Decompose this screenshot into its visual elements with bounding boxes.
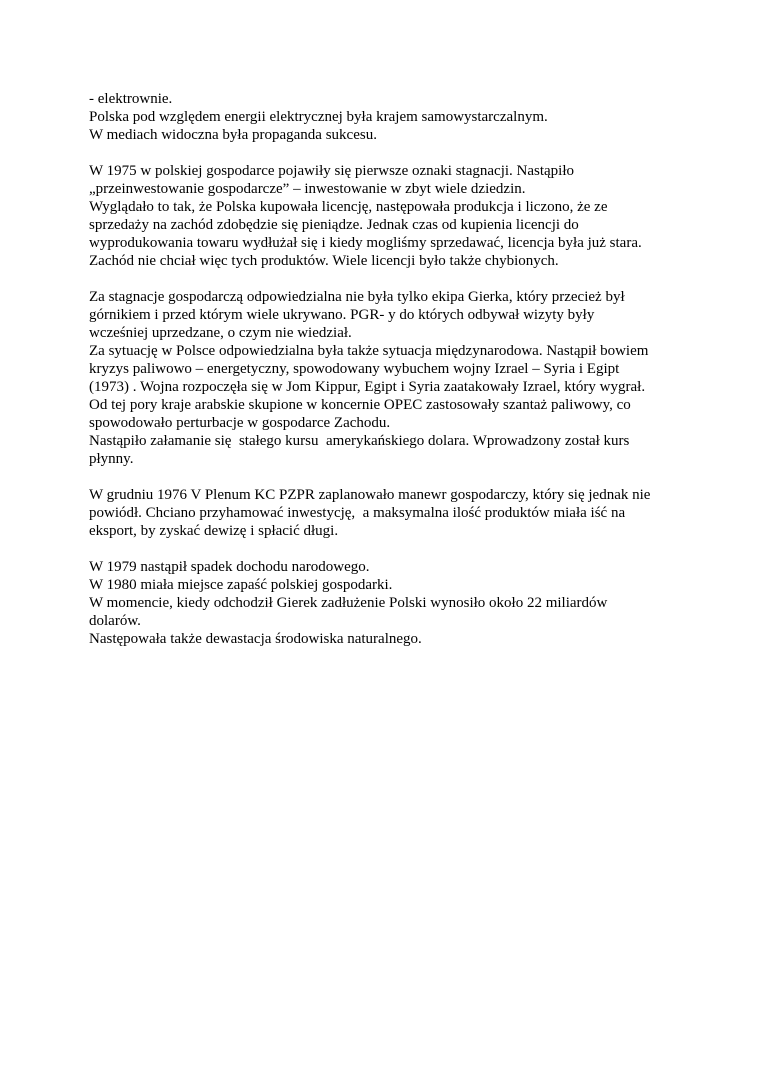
text-line: górnikiem i przed którym wiele ukrywano. PGR- y do których odbywał wizyty były xyxy=(89,307,595,323)
text-line: Polska pod względem energii elektrycznej była krajem samowystarczalnym. xyxy=(89,109,548,125)
text-line: W 1979 nastąpił spadek dochodu narodowego. xyxy=(89,559,370,575)
text-line: Za stagnacje gospodarczą odpowiedzialna nie była tylko ekipa Gierka, który przecież był xyxy=(89,289,625,305)
text-line: wyprodukowania towaru wydłużał się i kiedy mogliśmy sprzedawać, licencja była już stara. xyxy=(89,235,642,251)
text-line: kryzys paliwowo – energetyczny, spowodowany wybuchem wojny Izrael – Syria i Egipt xyxy=(89,361,620,377)
text-line: W 1975 w polskiej gospodarce pojawiły się pierwsze oznaki stagnacji. Nastąpiło xyxy=(89,163,575,179)
text-line: - elektrownie. xyxy=(89,91,173,107)
text-line: eksport, by zyskać dewizę i spłacić długi. xyxy=(89,523,339,539)
paragraph-2 xyxy=(89,162,689,270)
paragraph-5 xyxy=(89,558,689,648)
paragraph-gap xyxy=(89,540,689,558)
document-body xyxy=(89,90,689,648)
paragraph-gap xyxy=(89,144,689,162)
text-line: płynny. xyxy=(89,451,134,467)
text-line: Od tej pory kraje arabskie skupione w koncernie OPEC zastosowały szantaż paliwowy, co xyxy=(89,397,631,413)
text-line: dolarów. xyxy=(89,613,141,629)
paragraph-gap xyxy=(89,468,689,486)
text-line: wcześniej uprzedzane, o czym nie wiedział. xyxy=(89,325,352,341)
text-line: spowodowało perturbacje w gospodarce Zachodu. xyxy=(89,415,391,431)
text-line: W 1980 miała miejsce zapaść polskiej gospodarki. xyxy=(89,577,393,593)
paragraph-1 xyxy=(89,90,689,144)
text-line: powiódł. Chciano przyhamować inwestycję, a maksymalna ilość produktów miała iść na xyxy=(89,505,626,521)
text-line: Wyglądało to tak, że Polska kupowała licencję, następowała produkcja i liczono, że ze xyxy=(89,199,608,215)
text-line: „przeinwestowanie gospodarcze” – inwestowanie w zbyt wiele dziedzin. xyxy=(89,181,526,197)
paragraph-gap xyxy=(89,270,689,288)
text-line: Następowała także dewastacja środowiska naturalnego. xyxy=(89,631,422,647)
text-line: W mediach widoczna była propaganda sukcesu. xyxy=(89,127,377,143)
text-line: Za sytuację w Polsce odpowiedzialna była także sytuacja międzynarodowa. Nastąpił bowiem xyxy=(89,343,649,359)
text-line: Zachód nie chciał więc tych produktów. Wiele licencji było także chybionych. xyxy=(89,253,559,269)
text-line: Nastąpiło załamanie się stałego kursu amerykańskiego dolara. Wprowadzony został kurs xyxy=(89,433,630,449)
text-line: W momencie, kiedy odchodził Gierek zadłużenie Polski wynosiło około 22 miliardów xyxy=(89,595,608,611)
text-line: (1973) . Wojna rozpoczęła się w Jom Kippur, Egipt i Syria zaatakowały Izrael, który wygrał. xyxy=(89,379,646,395)
paragraph-4 xyxy=(89,486,689,540)
text-line: W grudniu 1976 V Plenum KC PZPR zaplanowało manewr gospodarczy, który się jednak nie xyxy=(89,487,651,503)
text-line: sprzedaży na zachód zdobędzie się pieniądze. Jednak czas od kupienia licencji do xyxy=(89,217,579,233)
paragraph-3 xyxy=(89,288,689,468)
